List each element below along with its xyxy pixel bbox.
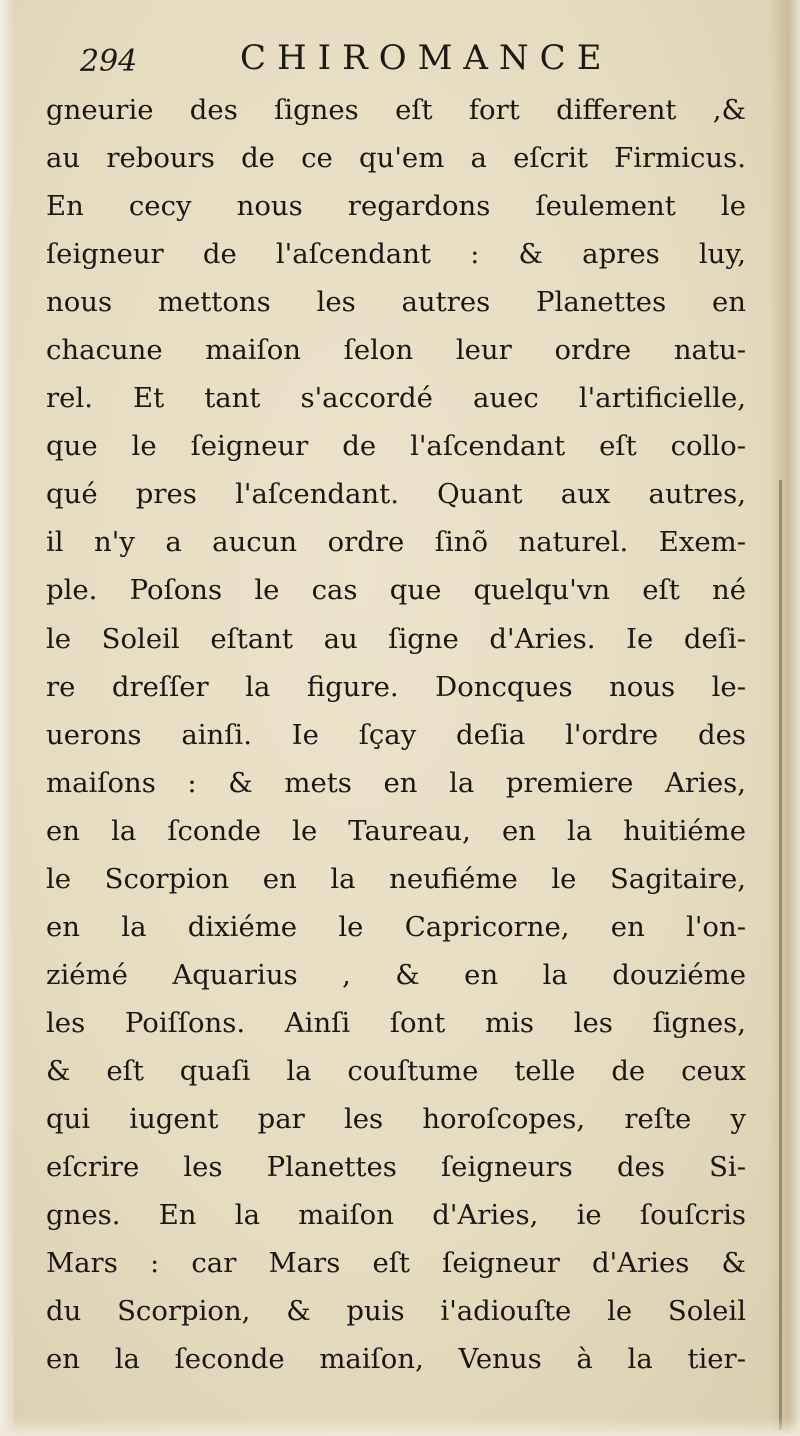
- text-line: En cecy nous regardons ſeulement le: [46, 190, 746, 223]
- text-line: ple. Poſons le cas que quelqu'vn eſt né: [46, 574, 746, 607]
- text-line: en la dixiéme le Capricorne, en l'on-: [46, 910, 746, 943]
- text-line: qué pres l'aſcendant. Quant aux autres,: [46, 478, 746, 511]
- text-line: & eſt quaſi la couſtume telle de ceux: [46, 1054, 746, 1087]
- text-line: en la ſeconde maiſon, Venus à la tier-: [46, 1343, 746, 1376]
- text-line: chacune maiſon ſelon leur ordre natu-: [46, 334, 746, 367]
- text-line: il n'y a aucun ordre ſinõ naturel. Exem-: [46, 526, 746, 559]
- text-line: ziémé Aquarius , & en la douziéme: [46, 958, 746, 991]
- text-line: le Soleil eſtant au ſigne d'Aries. Ie deſi-: [46, 622, 746, 655]
- text-line: du Scorpion, & puis i'adiouſte le Soleil: [46, 1295, 746, 1328]
- page-gutter: [770, 0, 800, 1436]
- text-line: au rebours de ce qu'em a eſcrit Firmicus.: [46, 142, 746, 175]
- text-line: en la ſconde le Taureau, en la huitiéme: [46, 814, 746, 847]
- text-line: ſeigneur de l'aſcendant : & apres luy,: [46, 238, 746, 271]
- page-left-margin: [0, 0, 14, 1436]
- text-line: gneurie des ſignes eſt fort different ,&: [46, 94, 746, 126]
- text-line: eſcrire les Planettes ſeigneurs des Si-: [46, 1151, 746, 1184]
- text-line: les Poiſſons. Ainſi ſont mis les ſignes,: [46, 1006, 746, 1039]
- text-line: rel. Et tant s'accordé auec l'artificielle,: [46, 382, 746, 415]
- text-line: nous mettons les autres Planettes en: [46, 286, 746, 319]
- gutter-shadow: [779, 480, 782, 1430]
- text-line: que le ſeigneur de l'aſcendant eſt collo-: [46, 430, 746, 463]
- text-line: gnes. En la maiſon d'Aries, ie ſouſcris: [46, 1199, 746, 1232]
- page-number: 294: [80, 44, 138, 79]
- text-line: maiſons : & mets en la premiere Aries,: [46, 766, 746, 799]
- running-head: CHIROMANCE: [240, 38, 613, 78]
- page-header: [80, 38, 730, 88]
- body-text: [46, 86, 746, 1383]
- text-line: le Scorpion en la neufiéme le Sagitaire,: [46, 862, 746, 895]
- text-line: Mars : car Mars eſt ſeigneur d'Aries &: [46, 1247, 746, 1280]
- text-line: uerons ainſi. Ie ſçay deſia l'ordre des: [46, 718, 746, 751]
- page-bottom-edge: [0, 1418, 800, 1436]
- text-line: qui iugent par les horoſcopes, reſte y: [46, 1102, 746, 1135]
- text-line: re dreſſer la figure. Doncques nous le-: [46, 670, 746, 703]
